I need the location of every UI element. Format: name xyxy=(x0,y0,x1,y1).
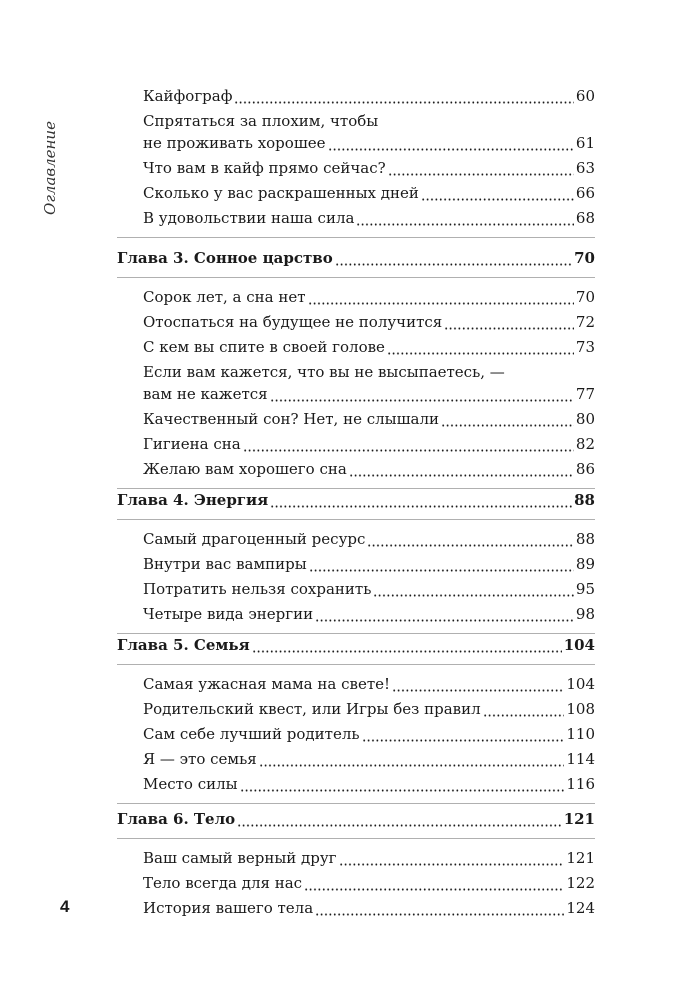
section-divider xyxy=(117,519,595,520)
toc-chapter-page: 121 xyxy=(563,810,595,828)
toc-entry-page: 121 xyxy=(566,849,595,867)
toc-entry-page: 95 xyxy=(575,580,595,598)
toc-entry-page: 108 xyxy=(566,700,595,718)
toc-entry[interactable] xyxy=(143,847,595,869)
toc-entry-page: 98 xyxy=(575,605,595,623)
toc-entry-page: 110 xyxy=(566,725,595,743)
toc-entry-page: 77 xyxy=(575,385,595,403)
section-divider xyxy=(117,803,595,804)
toc-entry[interactable] xyxy=(143,748,595,770)
toc-entry-page: 88 xyxy=(575,530,595,548)
dot-leader xyxy=(387,336,574,358)
toc-entry-page: 61 xyxy=(575,134,595,152)
toc-entry-title: Сорок лет, а сна нет xyxy=(143,288,306,306)
toc-entry-title-line2: не проживать хорошее xyxy=(143,134,326,152)
dot-leader xyxy=(309,553,574,575)
toc-chapter-heading[interactable] xyxy=(117,634,595,656)
toc-entry-title: Я — это семья xyxy=(143,750,257,768)
toc-entry-page: 66 xyxy=(575,184,595,202)
toc-entry[interactable] xyxy=(143,773,595,795)
toc-entry-title: С кем вы спите в своей голове xyxy=(143,338,385,356)
toc-entry[interactable] xyxy=(143,872,595,894)
dot-leader xyxy=(483,698,565,720)
dot-leader xyxy=(356,207,573,229)
toc-chapter-page: 88 xyxy=(574,491,595,509)
toc-entry[interactable] xyxy=(143,207,595,229)
dot-leader xyxy=(304,872,564,894)
toc-entry-page: 72 xyxy=(575,313,595,331)
toc-entry-page: 82 xyxy=(575,435,595,453)
toc-chapter-title: Глава 4. Энергия xyxy=(117,491,269,509)
section-divider xyxy=(117,277,595,278)
dot-leader xyxy=(392,673,564,695)
toc-entry-page: 116 xyxy=(566,775,595,793)
toc-chapter-page: 104 xyxy=(563,636,595,654)
toc-entry-page: 89 xyxy=(575,555,595,573)
toc-entry-page: 63 xyxy=(575,159,595,177)
toc-entry-title: Гигиена сна xyxy=(143,435,241,453)
toc-section-chapter3 xyxy=(117,247,595,497)
dot-leader xyxy=(335,247,572,269)
toc-section-chapter2-tail xyxy=(117,85,595,246)
toc-entry-page: 114 xyxy=(566,750,595,768)
toc-entry-page: 104 xyxy=(566,675,595,693)
dot-leader xyxy=(339,847,565,869)
dot-leader xyxy=(362,723,565,745)
toc-entry-title: История вашего тела xyxy=(143,899,314,917)
toc-chapter-page: 70 xyxy=(574,249,595,267)
section-divider xyxy=(117,664,595,665)
toc-entry[interactable] xyxy=(143,433,595,455)
dot-leader xyxy=(270,489,572,511)
dot-leader xyxy=(388,157,574,179)
toc-section-chapter4 xyxy=(117,489,595,642)
dot-leader xyxy=(259,748,565,770)
toc-entry-title-line1: Спрятаться за плохим, чтобы xyxy=(143,112,379,130)
toc-entry-title: Отоспаться на будущее не получится xyxy=(143,313,443,331)
dot-leader xyxy=(252,634,562,656)
toc-entry-page: 60 xyxy=(575,87,595,105)
dot-leader xyxy=(270,383,574,405)
running-header-label: Оглавление xyxy=(41,121,59,215)
toc-chapter-title: Глава 3. Сонное царство xyxy=(117,249,333,267)
toc-entry-title: Что вам в кайф прямо сейчас? xyxy=(143,159,386,177)
toc-entry-page: 86 xyxy=(575,460,595,478)
toc-entry[interactable] xyxy=(143,110,595,154)
toc-entry[interactable] xyxy=(143,182,595,204)
toc-section-chapter6 xyxy=(117,808,595,922)
toc-entry-page: 68 xyxy=(575,209,595,227)
toc-entry-title: Четыре вида энергии xyxy=(143,605,314,623)
toc-entry-title: Внутри вас вампиры xyxy=(143,555,307,573)
toc-entry[interactable] xyxy=(143,311,595,333)
toc-entry-title: В удовольствии наша сила xyxy=(143,209,355,227)
dot-leader xyxy=(315,897,564,919)
dot-leader xyxy=(234,85,573,107)
section-divider xyxy=(117,237,595,238)
toc-entry[interactable] xyxy=(143,673,595,695)
toc-entry-title: Самая ужасная мама на свете! xyxy=(143,675,391,693)
toc-entry[interactable] xyxy=(143,528,595,550)
toc-chapter-heading[interactable] xyxy=(117,808,595,830)
toc-entry-title: Качественный сон? Нет, не слышали xyxy=(143,410,440,428)
toc-entry[interactable] xyxy=(143,361,595,405)
dot-leader xyxy=(421,182,574,204)
toc-chapter-title: Глава 6. Тело xyxy=(117,810,236,828)
page-number: 4 xyxy=(60,897,70,916)
dot-leader xyxy=(315,603,574,625)
dot-leader xyxy=(328,132,574,154)
toc-entry[interactable] xyxy=(143,336,595,358)
toc-entry[interactable] xyxy=(143,603,595,625)
toc-entry[interactable] xyxy=(143,553,595,575)
dot-leader xyxy=(240,773,565,795)
toc-entry-title: Тело всегда для нас xyxy=(143,874,303,892)
toc-chapter-title: Глава 5. Семья xyxy=(117,636,250,654)
dot-leader xyxy=(243,433,574,455)
toc-entry[interactable] xyxy=(143,157,595,179)
toc-entry[interactable] xyxy=(143,578,595,600)
toc-entry-title: Самый драгоценный ресурс xyxy=(143,530,366,548)
toc-chapter-heading[interactable] xyxy=(117,247,595,269)
toc-entry-title: Место силы xyxy=(143,775,238,793)
toc-entry[interactable] xyxy=(143,85,595,107)
toc-section-chapter5 xyxy=(117,634,595,812)
toc-entry[interactable] xyxy=(143,286,595,308)
toc-entry-title-line1: Если вам кажется, что вы не высыпаетесь, — xyxy=(143,363,505,381)
toc-entry-page: 70 xyxy=(575,288,595,306)
toc-entry-title: Ваш самый верный друг xyxy=(143,849,337,867)
section-divider xyxy=(117,838,595,839)
toc-entry-page: 122 xyxy=(566,874,595,892)
toc-entry-page: 73 xyxy=(575,338,595,356)
dot-leader xyxy=(444,311,574,333)
toc-chapter-heading[interactable] xyxy=(117,489,595,511)
toc-entry[interactable] xyxy=(143,458,595,480)
dot-leader xyxy=(237,808,562,830)
toc-entry-title: Кайфограф xyxy=(143,87,233,105)
toc-entry-title: Потратить нельзя сохранить xyxy=(143,580,372,598)
toc-entry-title-line2: вам не кажется xyxy=(143,385,268,403)
toc-entry-page: 124 xyxy=(566,899,595,917)
dot-leader xyxy=(367,528,574,550)
toc-entry-title: Сам себе лучший родитель xyxy=(143,725,360,743)
toc-entry-page: 80 xyxy=(575,410,595,428)
dot-leader xyxy=(441,408,574,430)
dot-leader xyxy=(308,286,574,308)
toc-entry[interactable] xyxy=(143,897,595,919)
toc-entry[interactable] xyxy=(143,408,595,430)
dot-leader xyxy=(349,458,574,480)
toc-entry-title: Желаю вам хорошего сна xyxy=(143,460,347,478)
toc-entry[interactable] xyxy=(143,698,595,720)
toc-entry-title: Родительский квест, или Игры без правил xyxy=(143,700,481,718)
toc-entry[interactable] xyxy=(143,723,595,745)
toc-entry-title: Сколько у вас раскрашенных дней xyxy=(143,184,419,202)
dot-leader xyxy=(373,578,574,600)
